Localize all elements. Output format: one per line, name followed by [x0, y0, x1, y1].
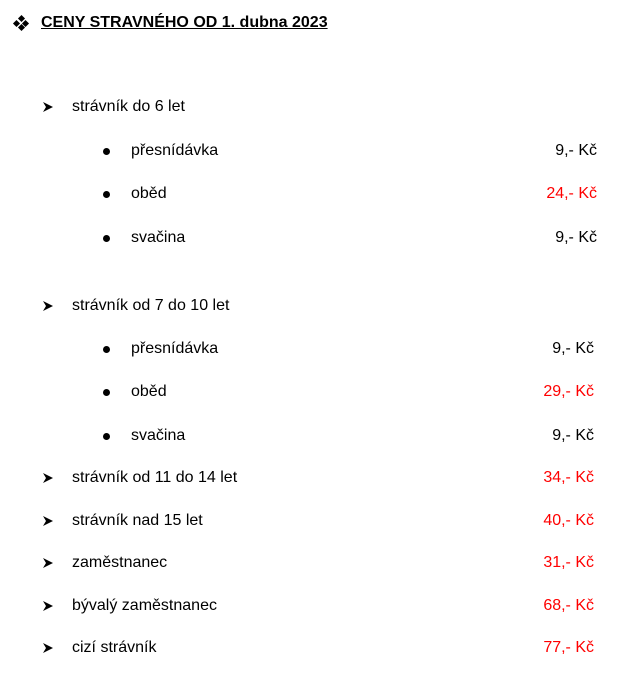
arrow-bullet-icon	[42, 642, 54, 654]
group-header	[0, 294, 624, 318]
arrow-bullet-icon	[42, 600, 54, 612]
price-row	[0, 551, 624, 575]
price-row	[0, 466, 624, 490]
dot-bullet-icon	[103, 346, 110, 353]
row-price: 77,- Kč	[543, 639, 594, 656]
item-price: 9,- Kč	[552, 427, 594, 444]
item-name: přesnídávka	[131, 142, 219, 159]
item-name: přesnídávka	[131, 340, 219, 357]
group-label: strávník od 7 do 10 let	[72, 297, 230, 314]
item-price: 9,- Kč	[555, 229, 597, 246]
dot-bullet-icon	[103, 433, 110, 440]
list-item	[0, 139, 624, 163]
title-row	[14, 10, 328, 36]
arrow-bullet-icon	[42, 101, 54, 113]
four-diamond-bullet-icon	[14, 16, 28, 30]
item-name: oběd	[131, 185, 167, 202]
arrow-bullet-icon	[42, 515, 54, 527]
list-item	[0, 380, 624, 404]
arrow-bullet-icon	[42, 300, 54, 312]
list-item	[0, 337, 624, 361]
list-item	[0, 182, 624, 206]
page-title: CENY STRAVNÉHO OD 1. dubna 2023	[41, 14, 328, 31]
row-label: bývalý zaměstnanec	[72, 597, 217, 614]
dot-bullet-icon	[103, 235, 110, 242]
row-label: zaměstnanec	[72, 554, 168, 571]
row-label: strávník nad 15 let	[72, 512, 203, 529]
list-item	[0, 424, 624, 448]
row-label: strávník od 11 do 14 let	[72, 469, 238, 486]
group-header	[0, 95, 624, 119]
item-name: svačina	[131, 229, 186, 246]
list-item	[0, 226, 624, 250]
item-price: 29,- Kč	[543, 383, 594, 400]
price-row	[0, 509, 624, 533]
dot-bullet-icon	[103, 389, 110, 396]
row-label: cizí strávník	[72, 639, 157, 656]
item-price: 9,- Kč	[552, 340, 594, 357]
row-price: 31,- Kč	[543, 554, 594, 571]
row-price: 40,- Kč	[543, 512, 594, 529]
arrow-bullet-icon	[42, 472, 54, 484]
item-price: 9,- Kč	[555, 142, 597, 159]
dot-bullet-icon	[103, 148, 110, 155]
row-price: 68,- Kč	[543, 597, 594, 614]
price-row	[0, 636, 624, 660]
group-label: strávník do 6 let	[72, 98, 185, 115]
price-row	[0, 594, 624, 618]
item-name: svačina	[131, 427, 186, 444]
item-name: oběd	[131, 383, 167, 400]
row-price: 34,- Kč	[543, 469, 594, 486]
arrow-bullet-icon	[42, 557, 54, 569]
item-price: 24,- Kč	[546, 185, 597, 202]
dot-bullet-icon	[103, 191, 110, 198]
